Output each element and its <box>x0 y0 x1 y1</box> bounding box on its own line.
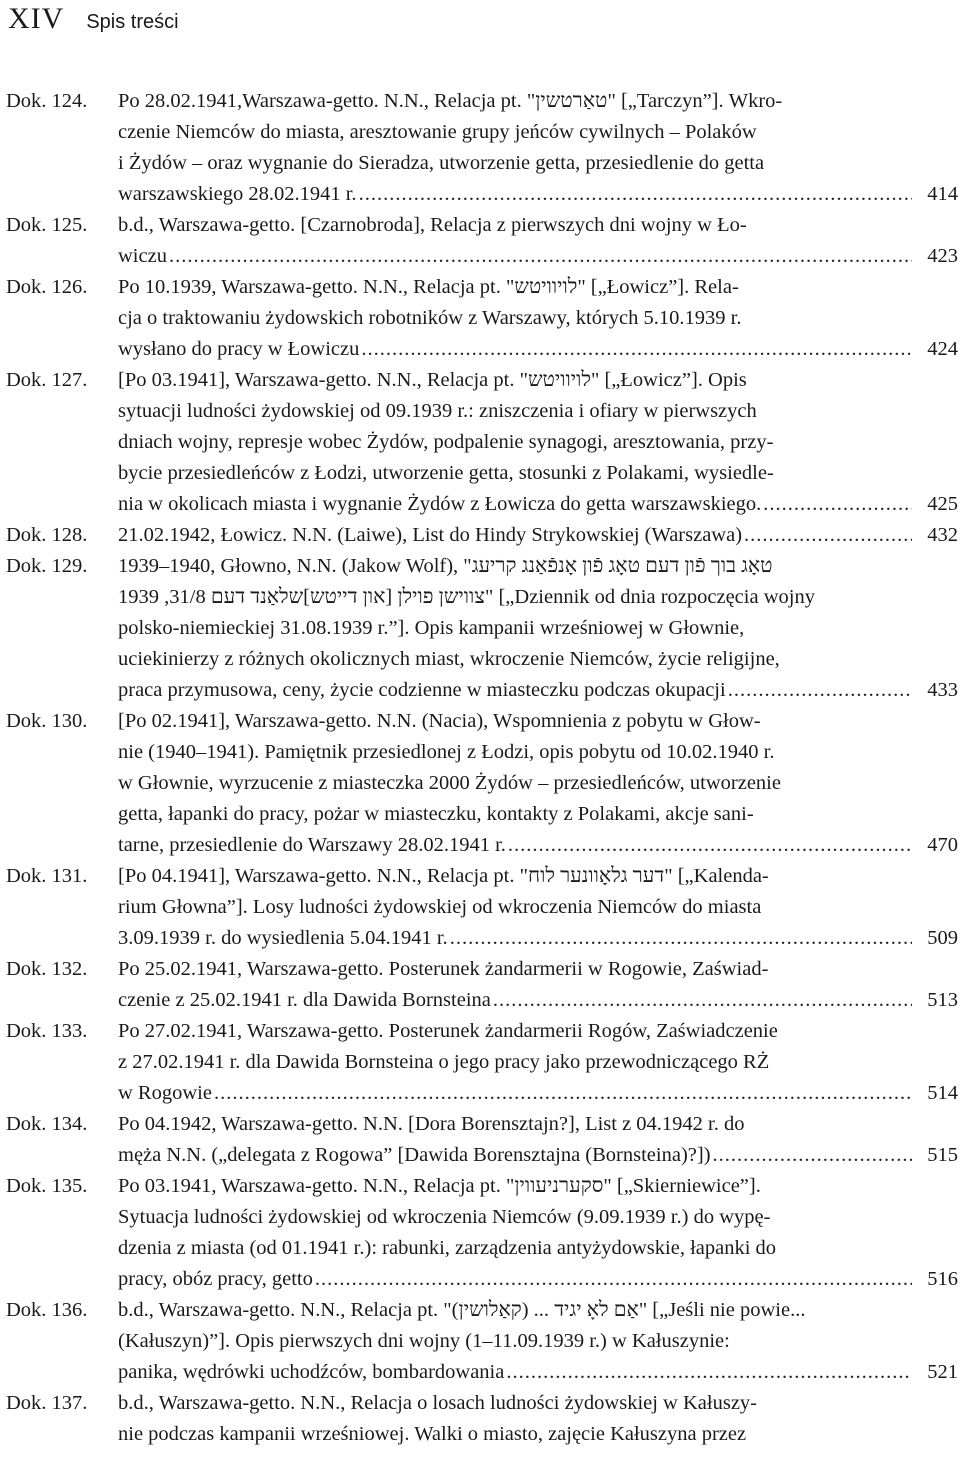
entry-line: Po 04.1942, Warszawa-getto. N.N. [Dora Borensztajn?], List z 04.1942 r. do <box>118 1113 745 1135</box>
entry-line: b.d., Warszawa-getto. [Czarnobroda], Relacja z pierwszych dni wojny w Ło- <box>118 214 747 236</box>
entry-line: w Głownie, wyrzucenie z miasteczka 2000 Żydów – przesiedleńców, utworzenie <box>118 772 781 794</box>
entry-line: cja o traktowaniu żydowskich robotników z Warszawy, których 5.10.1939 r. <box>118 307 742 329</box>
entry-last-line <box>118 675 958 706</box>
entry-line: 21.02.1942, Łowicz. N.N. (Laiwe), List do Hindy Strykowskiej (Warszawa) <box>118 524 743 546</box>
dot-leader <box>361 334 912 365</box>
entry-line: uciekinierzy z różnych okolicznych miast, wkroczenie Niemców, życie religijne, <box>118 648 780 670</box>
entry-description <box>118 954 958 1016</box>
entry-description <box>118 86 958 210</box>
document-number: Dok. 128. <box>6 524 88 546</box>
entry-line: nia w okolicach miasta i wygnanie Żydów z Łowicza do getta warszawskiego. <box>118 493 762 515</box>
entry-line: b.d., Warszawa-getto. N.N., Relacja o losach ludności żydowskiej w Kałuszy- <box>118 1392 757 1414</box>
dot-leader <box>315 1264 912 1295</box>
entry-line: wysłano do pracy w Łowiczu <box>118 338 360 360</box>
entry-line: Po 27.02.1941, Warszawa-getto. Posterunek żandarmerii Rogów, Zaświadczenie <box>118 1020 778 1042</box>
page-number[interactable]: 433 <box>927 679 958 701</box>
toc-entry[interactable] <box>6 365 958 520</box>
dot-leader <box>214 1078 912 1109</box>
entry-description <box>118 520 958 551</box>
entry-description <box>118 861 958 954</box>
entry-line: getta, łapanki do pracy, pożar w miasteczku, kontakty z Polakami, akcje sani- <box>118 803 754 825</box>
entry-line: rium Głowna”]. Losy ludności żydowskiej od wkroczenia Niemców do miasta <box>118 896 762 918</box>
toc-entry[interactable] <box>6 954 958 1016</box>
entry-last-line <box>118 241 958 272</box>
entry-description <box>118 272 958 365</box>
dot-leader <box>763 489 912 520</box>
document-number: Dok. 126. <box>6 276 88 298</box>
toc-entry[interactable] <box>6 706 958 861</box>
entry-line: czenie Niemców do miasta, aresztowanie grupy jeńców cywilnych – Polaków <box>118 121 757 143</box>
entry-line: [Po 02.1941], Warszawa-getto. N.N. (Nacia), Wspomnienia z pobytu w Głow- <box>118 710 761 732</box>
entry-line: dniach wojny, represje wobec Żydów, podpalenie synagogi, aresztowania, przy- <box>118 431 774 453</box>
entry-last-line <box>118 520 958 551</box>
page-number[interactable]: 423 <box>927 245 958 267</box>
document-number: Dok. 135. <box>6 1175 88 1197</box>
dot-leader <box>169 241 912 272</box>
page-number[interactable]: 432 <box>927 524 958 546</box>
page-number[interactable]: 424 <box>927 338 958 360</box>
entry-description <box>118 706 958 861</box>
table-of-contents <box>6 86 958 1450</box>
entry-last-line <box>118 985 958 1016</box>
entry-line: z 27.02.1941 r. dla Dawida Bornsteina o jego pracy jako przewodniczącego RŻ <box>118 1051 770 1073</box>
document-number: Dok. 131. <box>6 865 88 887</box>
document-number: Dok. 125. <box>6 214 88 236</box>
entry-line: tarne, przesiedlenie do Warszawy 28.02.1941 r. <box>118 834 506 856</box>
entry-line: [Po 03.1941], Warszawa-getto. N.N., Relacja pt. "לויוויטש" [„Łowicz”]. Opis <box>118 369 747 391</box>
entry-last-line <box>118 923 958 954</box>
entry-line: Po 28.02.1941,Warszawa-getto. N.N., Relacja pt. "טאַרטשין" [„Tarczyn”]. Wkro- <box>118 90 783 112</box>
entry-line: czenie z 25.02.1941 r. dla Dawida Bornsteina <box>118 989 491 1011</box>
entry-last-line <box>118 1357 958 1388</box>
dot-leader <box>450 923 912 954</box>
toc-entry[interactable] <box>6 272 958 365</box>
entry-line: 1939 ,31/8 צווישן פוילן [און דייטש]שלאַנד דעם" [„Dziennik od dnia rozpoczęcia wojny <box>118 586 815 608</box>
entry-description <box>118 1109 958 1171</box>
entry-line: bycie przesiedleńców z Łodzi, utworzenie getta, stosunki z Polakami, wysiedle- <box>118 462 774 484</box>
entry-last-line <box>118 830 958 861</box>
toc-entry[interactable] <box>6 1295 958 1388</box>
entry-line: nie podczas kampanii wrześniowej. Walki o miasto, zajęcie Kałuszyna przez <box>118 1423 747 1445</box>
entry-line: Po 10.1939, Warszawa-getto. N.N., Relacja pt. "לויוויטש" [„Łowicz”]. Rela- <box>118 276 739 298</box>
toc-entry[interactable] <box>6 86 958 210</box>
entry-last-line <box>118 489 958 520</box>
page-number-roman: XIV <box>8 2 65 35</box>
entry-last-line <box>118 334 958 365</box>
entry-line: 1939–1940, Głowno, N.N. (Jakow Wolf), "טאָג בוך פֿון דעם טאָג פֿון אָנפֿאַנג קריעג <box>118 555 773 577</box>
entry-line: b.d., Warszawa-getto. N.N., Relacja pt. "(קאַלושין) ... אַם לאָ יגיד" [„Jeśli nie powie... <box>118 1299 806 1321</box>
dot-leader <box>493 985 912 1016</box>
entry-line: Sytuacja ludności żydowskiej od wkroczenia Niemców (9.09.1939 r.) do wypę- <box>118 1206 771 1228</box>
entry-last-line <box>118 179 958 210</box>
toc-entry[interactable] <box>6 1388 958 1450</box>
document-number: Dok. 124. <box>6 90 88 112</box>
entry-line: sytuacji ludności żydowskiej od 09.1939 r.: zniszczenia i ofiary w pierwszych <box>118 400 757 422</box>
page-number[interactable]: 513 <box>927 989 958 1011</box>
entry-line: warszawskiego 28.02.1941 r. <box>118 183 357 205</box>
document-number: Dok. 127. <box>6 369 88 391</box>
document-number: Dok. 133. <box>6 1020 88 1042</box>
toc-entry[interactable] <box>6 1016 958 1109</box>
toc-entry[interactable] <box>6 551 958 706</box>
page-number[interactable]: 521 <box>927 1361 958 1383</box>
dot-leader <box>728 675 912 706</box>
entry-description <box>118 551 958 706</box>
entry-description <box>118 1171 958 1295</box>
toc-entry[interactable] <box>6 1109 958 1171</box>
entry-description <box>118 210 958 272</box>
page-number[interactable]: 515 <box>927 1144 958 1166</box>
entry-line: w Rogowie <box>118 1082 212 1104</box>
entry-line: nie (1940–1941). Pamiętnik przesiedlonej z Łodzi, opis pobytu od 10.02.1940 r. <box>118 741 775 763</box>
entry-line: [Po 04.1941], Warszawa-getto. N.N., Relacja pt. "דער גלאָוונער לוח" [„Kalenda- <box>118 865 769 887</box>
entry-line: panika, wędrówki uchodźców, bombardowania <box>118 1361 505 1383</box>
page-number[interactable]: 514 <box>927 1082 958 1104</box>
toc-entry[interactable] <box>6 1171 958 1295</box>
dot-leader <box>713 1140 912 1171</box>
entry-last-line <box>118 1140 958 1171</box>
entry-line: i Żydów – oraz wygnanie do Sieradza, utworzenie getta, przesiedlenie do getta <box>118 152 765 174</box>
dot-leader <box>744 520 912 551</box>
dot-leader <box>359 179 912 210</box>
entry-line: pracy, obóz pracy, getto <box>118 1268 313 1290</box>
document-number: Dok. 134. <box>6 1113 88 1135</box>
page-number[interactable]: 516 <box>927 1268 958 1290</box>
document-number: Dok. 137. <box>6 1392 88 1414</box>
entry-line: polsko-niemieckiej 31.08.1939 r.”]. Opis kampanii wrześniowej w Głownie, <box>118 617 745 639</box>
page-number[interactable]: 470 <box>927 834 958 856</box>
page-number[interactable]: 509 <box>927 927 958 949</box>
page-number[interactable]: 414 <box>927 183 958 205</box>
entry-line: Po 25.02.1941, Warszawa-getto. Posterunek żandarmerii w Rogowie, Zaświad- <box>118 958 769 980</box>
section-title: Spis treści <box>86 11 179 33</box>
entry-description <box>118 1016 958 1109</box>
toc-entry[interactable] <box>6 861 958 954</box>
toc-entry[interactable] <box>6 210 958 272</box>
document-number: Dok. 132. <box>6 958 88 980</box>
entry-line: praca przymusowa, ceny, życie codzienne w miasteczku podczas okupacji <box>118 679 726 701</box>
entry-description <box>118 1295 958 1388</box>
entry-last-line <box>118 1264 958 1295</box>
entry-description <box>118 1388 958 1450</box>
entry-line: męża N.N. („delegata z Rogowa” [Dawida Borensztajna (Bornsteina)?]) <box>118 1144 711 1166</box>
document-number: Dok. 129. <box>6 555 88 577</box>
entry-line: (Kałuszyn)”]. Opis pierwszych dni wojny (1–11.09.1939 r.) w Kałuszynie: <box>118 1330 730 1352</box>
entry-line: Po 03.1941, Warszawa-getto. N.N., Relacja pt. "סקערניעווין" [„Skierniewice”]. <box>118 1175 761 1197</box>
entry-line: dzenia z miasta (od 01.1941 r.): rabunki, zarządzenia antyżydowskie, łapanki do <box>118 1237 777 1259</box>
document-number: Dok. 130. <box>6 710 88 732</box>
dot-leader <box>506 1357 912 1388</box>
entry-last-line <box>118 1078 958 1109</box>
entry-line: 3.09.1939 r. do wysiedlenia 5.04.1941 r. <box>118 927 448 949</box>
dot-leader <box>508 830 912 861</box>
page-header <box>8 2 179 42</box>
toc-entry[interactable] <box>6 520 958 551</box>
entry-line: wiczu <box>118 245 167 267</box>
entry-description <box>118 365 958 520</box>
document-number: Dok. 136. <box>6 1299 88 1321</box>
page-number[interactable]: 425 <box>927 493 958 515</box>
